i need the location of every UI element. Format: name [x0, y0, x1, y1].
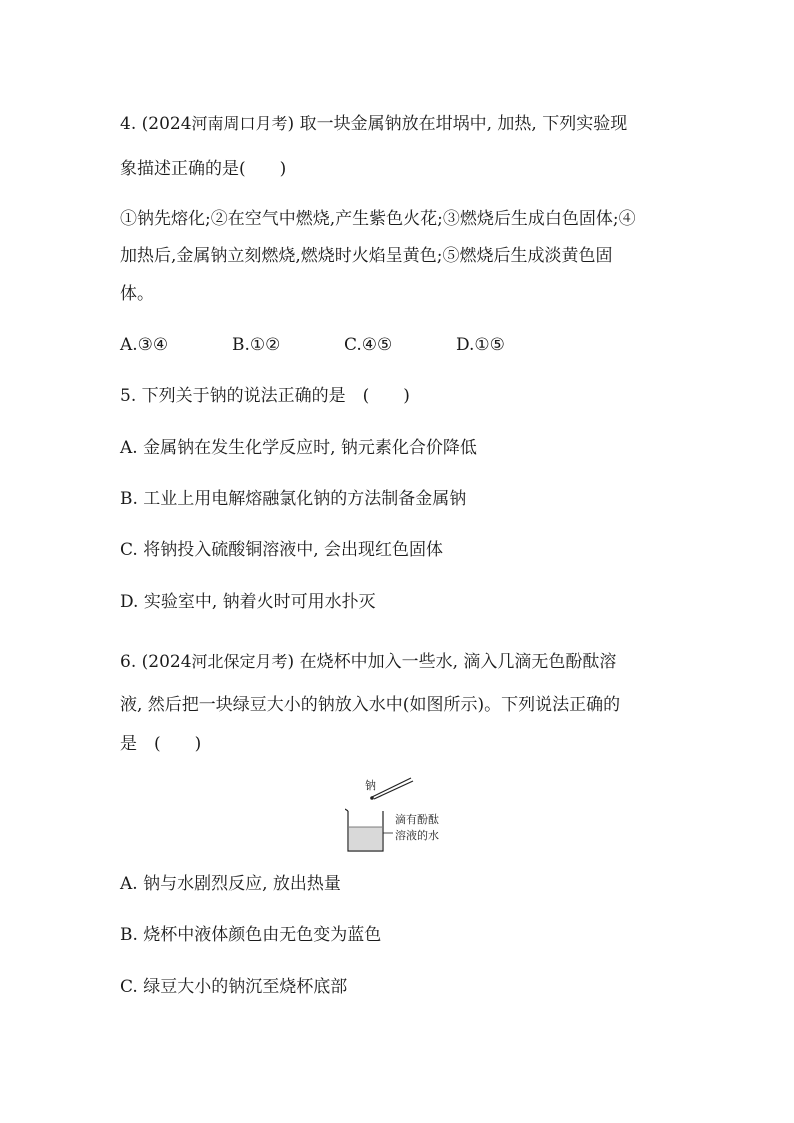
q6-option-b[interactable]: B. 烧杯中液体颜色由无色变为蓝色 — [120, 925, 382, 945]
beaker-figure — [345, 773, 455, 855]
q4-number: 4. (2024 — [120, 114, 192, 134]
q5-option-d[interactable]: D. 实验室中, 钠着火时可用水扑灭 — [120, 592, 376, 612]
q6-stem-1: ) 在烧杯中加入一些水, 滴入几滴无色酚酞溶 — [287, 652, 617, 672]
q4-statements-1: ①钠先熔化;②在空气中燃烧,产生紫色火花;③燃烧后生成白色固体;④ — [120, 209, 636, 229]
q4-line-1 — [120, 112, 627, 136]
q6-source: 河北保定月考 — [191, 652, 288, 671]
q4-source: 河南周口月考 — [191, 114, 288, 133]
beaker-diagram — [345, 773, 455, 855]
q6-option-c[interactable]: C. 绿豆大小的钠沉至烧杯底部 — [120, 977, 348, 997]
label-water-2: 溶液的水 — [395, 829, 439, 842]
q5-option-b[interactable]: B. 工业上用电解熔融氯化钠的方法制备金属钠 — [120, 489, 467, 509]
q4-option-c[interactable]: C.④⑤ — [344, 335, 393, 355]
q4-statements-3: 体。 — [120, 284, 154, 304]
q4-option-d[interactable]: D.①⑤ — [456, 335, 505, 355]
q6-line-2: 液, 然后把一块绿豆大小的钠放入水中(如图所示)。下列说法正确的 — [120, 695, 621, 715]
tweezers-line-2 — [374, 781, 413, 799]
label-water-1: 滴有酚酞 — [395, 813, 439, 826]
q4-statements-2: 加热后,金属钠立刻燃烧,燃烧时火焰呈黄色;⑤燃烧后生成淡黄色固 — [120, 246, 613, 266]
q4-stem-1: ) 取一块金属钠放在坩埚中, 加热, 下列实验现 — [287, 114, 628, 134]
water-fill — [349, 827, 382, 850]
label-sodium: 钠 — [365, 779, 376, 792]
q6-line-1 — [120, 650, 616, 674]
beaker-lip — [345, 809, 348, 811]
tweezers-line-1 — [372, 778, 411, 797]
sodium-piece — [370, 796, 374, 800]
q5-option-c[interactable]: C. 将钠投入硫酸铜溶液中, 会出现红色固体 — [120, 540, 444, 560]
q6-number: 6. (2024 — [120, 652, 192, 672]
q4-line-2: 象描述正确的是( ) — [120, 159, 287, 179]
q6-line-3: 是 ( ) — [120, 734, 202, 754]
q5-stem: 5. 下列关于钠的说法正确的是 ( ) — [120, 386, 410, 406]
q4-options — [120, 333, 568, 357]
q4-option-a[interactable]: A.③④ — [120, 335, 169, 355]
q6-option-a[interactable]: A. 钠与水剧烈反应, 放出热量 — [120, 874, 341, 894]
q4-option-b[interactable]: B.①② — [232, 335, 281, 355]
q5-option-a[interactable]: A. 金属钠在发生化学反应时, 钠元素化合价降低 — [120, 438, 477, 458]
